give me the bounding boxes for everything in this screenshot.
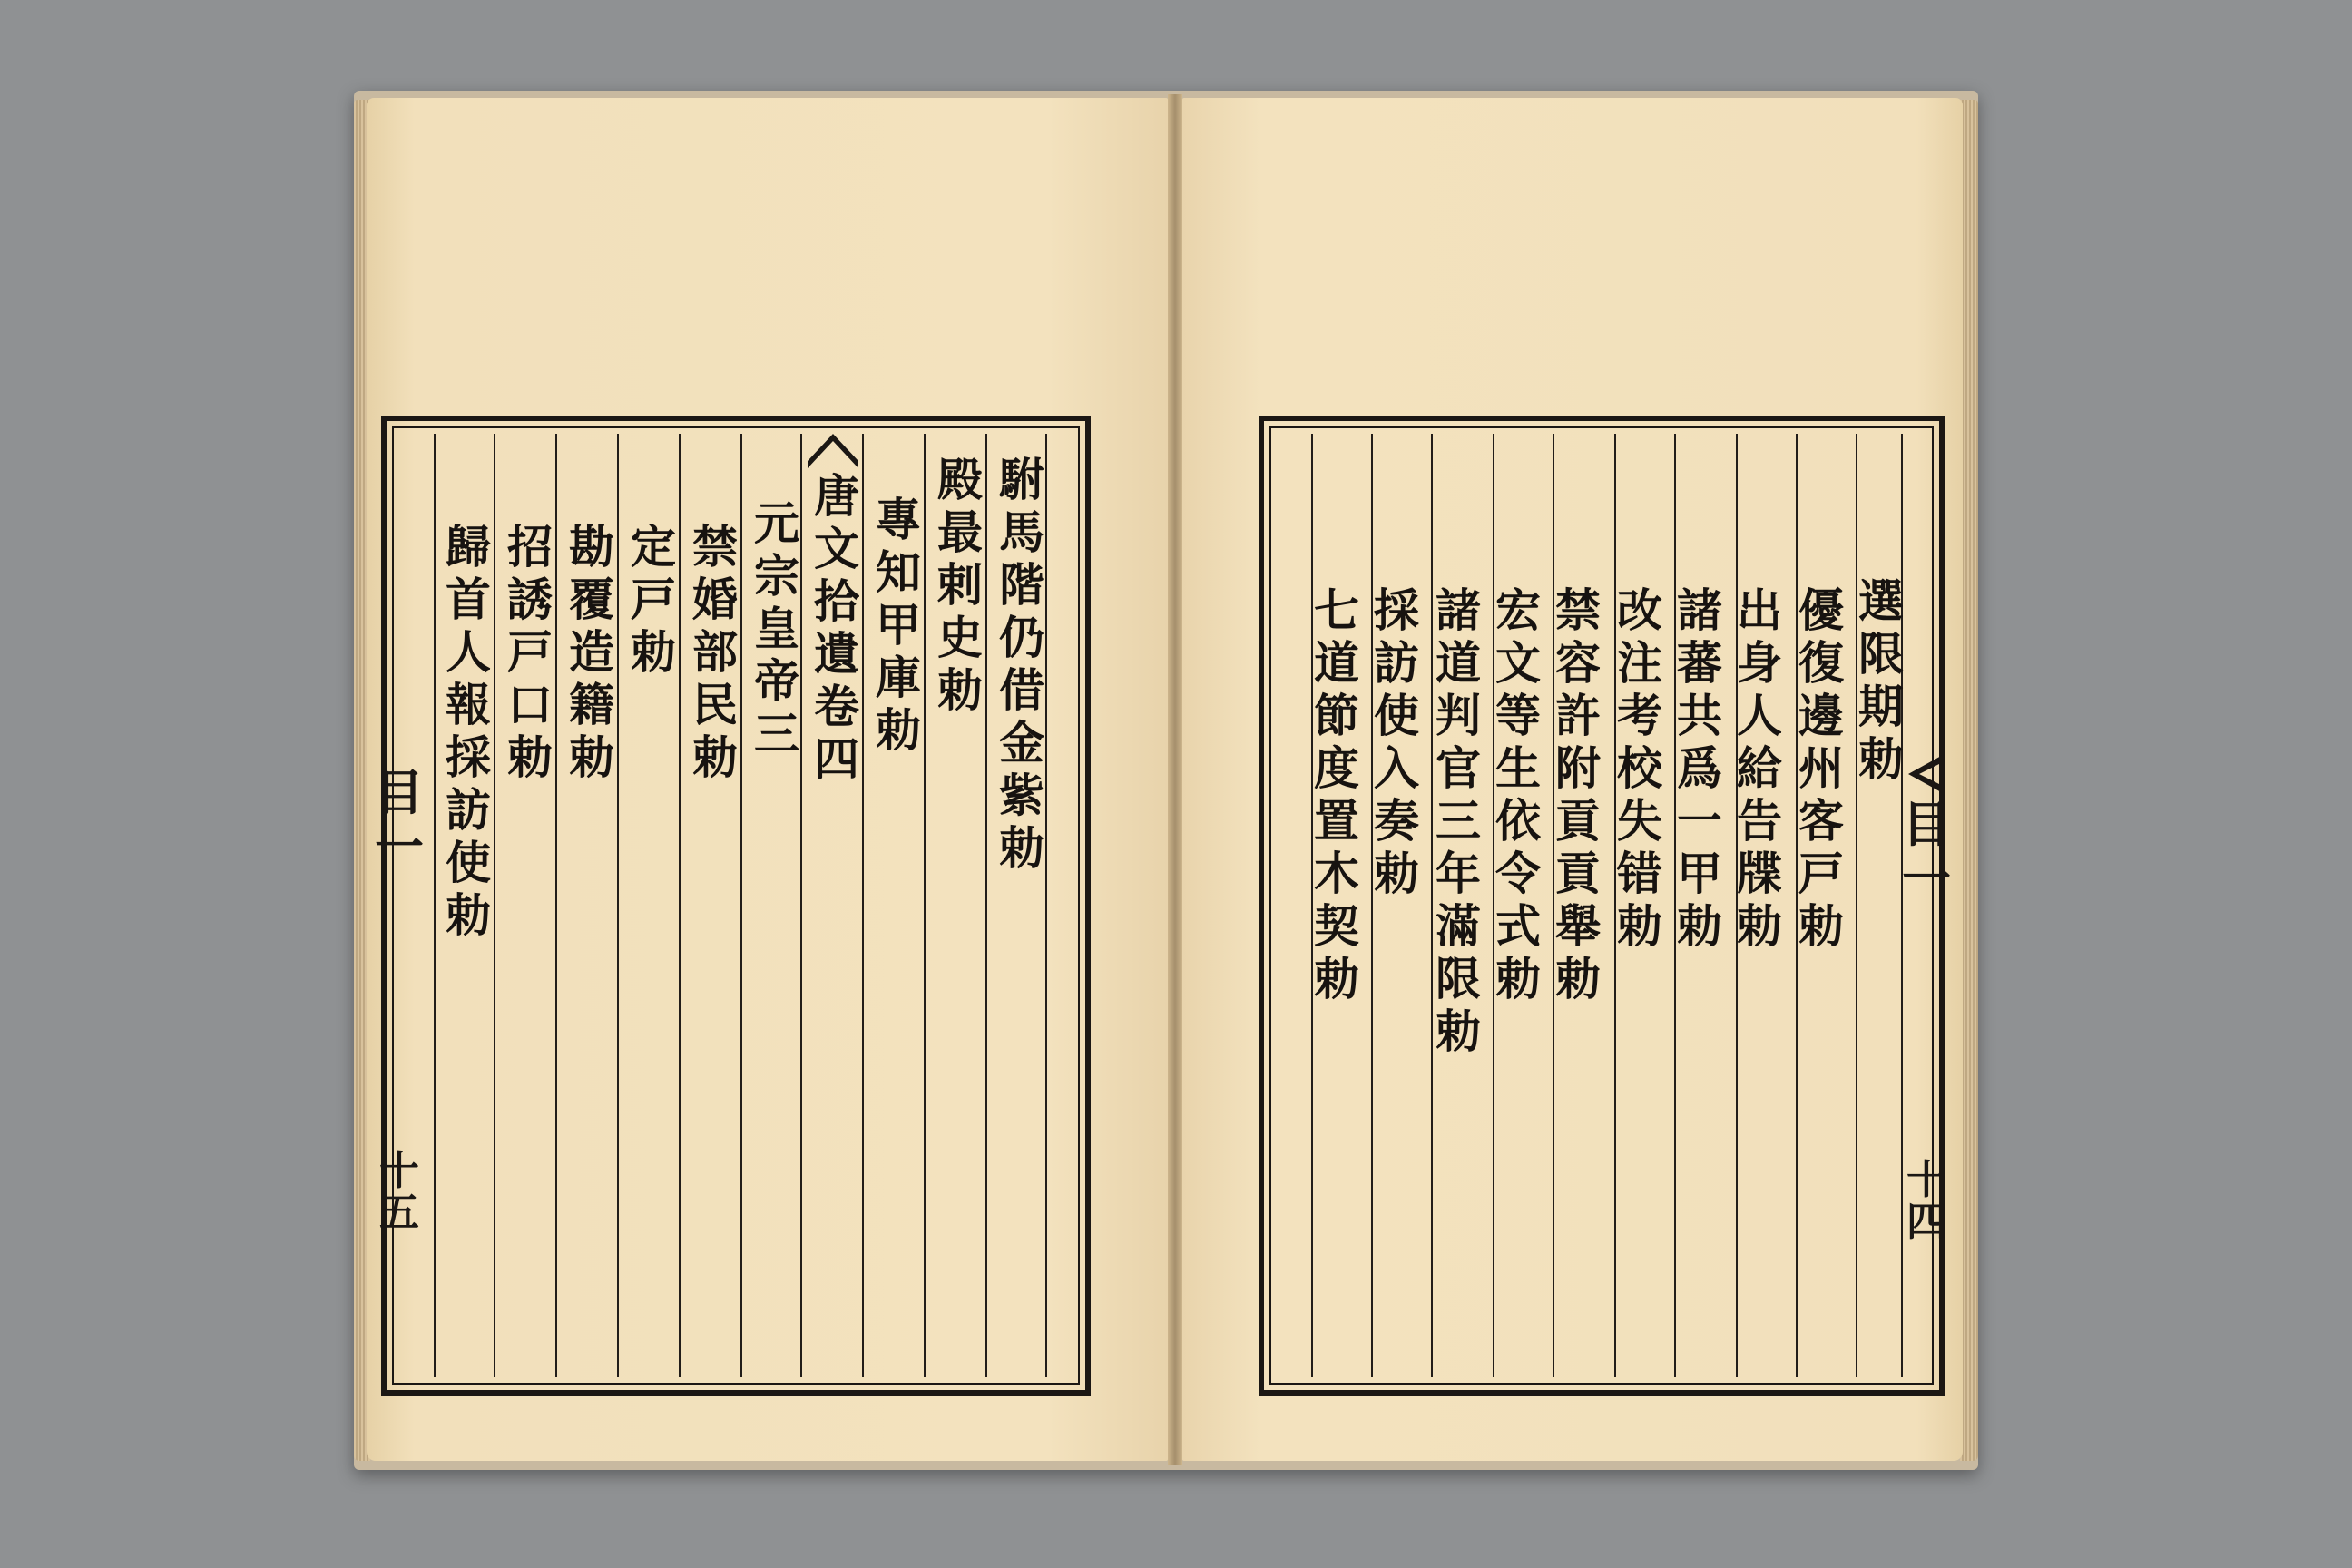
left-column-9: 招 誘 戸 口 勅 — [507, 520, 553, 784]
right-column-10: 七 道 節 度 置 木 契 勅 — [1314, 583, 1359, 1005]
left-text-frame — [381, 416, 1091, 1396]
right-column-7: 宏 文 等 生 依 令 式 勅 — [1495, 583, 1541, 1005]
left-column-7: 定 戸 勅 — [631, 520, 676, 679]
left-column-5: 元 宗 皇 帝 三 — [754, 496, 799, 760]
right-text-frame — [1259, 416, 1945, 1396]
right-column-6: 禁 容 許 附 貢 貢 舉 勅 — [1555, 583, 1601, 1005]
left-fold-label: 目 一 — [375, 763, 424, 876]
fishtail-mark-icon — [806, 434, 860, 470]
book-gutter — [1168, 94, 1182, 1465]
right-page — [1182, 98, 1963, 1461]
right-column-3: 出 身 人 給 告 牒 勅 — [1737, 583, 1782, 953]
left-fold-page-number: 十 五 — [379, 1148, 419, 1236]
page-edges-right — [1960, 100, 1978, 1461]
left-title-column: 唐 文 拾 遺 卷 四 — [814, 469, 859, 786]
right-column-8: 諸 道 判 官 三 年 滿 限 勅 — [1436, 583, 1481, 1058]
left-column-1: 駙 馬 階 仍 借 金 紫 勅 — [999, 453, 1044, 875]
right-fishtail-mark-icon — [1899, 751, 1945, 797]
left-column-3: 專 知 甲 庫 勅 — [876, 493, 921, 757]
right-column-5: 改 注 考 校 失 错 勅 — [1617, 583, 1662, 953]
right-column-4: 諸 蕃 共 爲 一 甲 勅 — [1677, 583, 1722, 953]
right-column-1: 選 限 期 勅 — [1858, 574, 1904, 786]
left-column-2: 殿 最 剌 史 勅 — [937, 453, 983, 717]
right-column-9: 採 訪 使 入 奏 勅 — [1374, 583, 1419, 900]
left-column-10: 歸 首 人 報 採 訪 使 勅 — [446, 520, 491, 942]
right-column-2: 優 復 邊 州 客 戸 勅 — [1798, 583, 1844, 953]
left-page — [367, 98, 1168, 1461]
right-fold-label: 目 一 — [1902, 795, 1951, 907]
right-fold-page-number: 十 四 — [1906, 1157, 1946, 1245]
left-column-8: 勘 覆 造 籍 勅 — [569, 520, 614, 784]
left-column-6: 禁 婚 部 民 勅 — [692, 520, 738, 784]
